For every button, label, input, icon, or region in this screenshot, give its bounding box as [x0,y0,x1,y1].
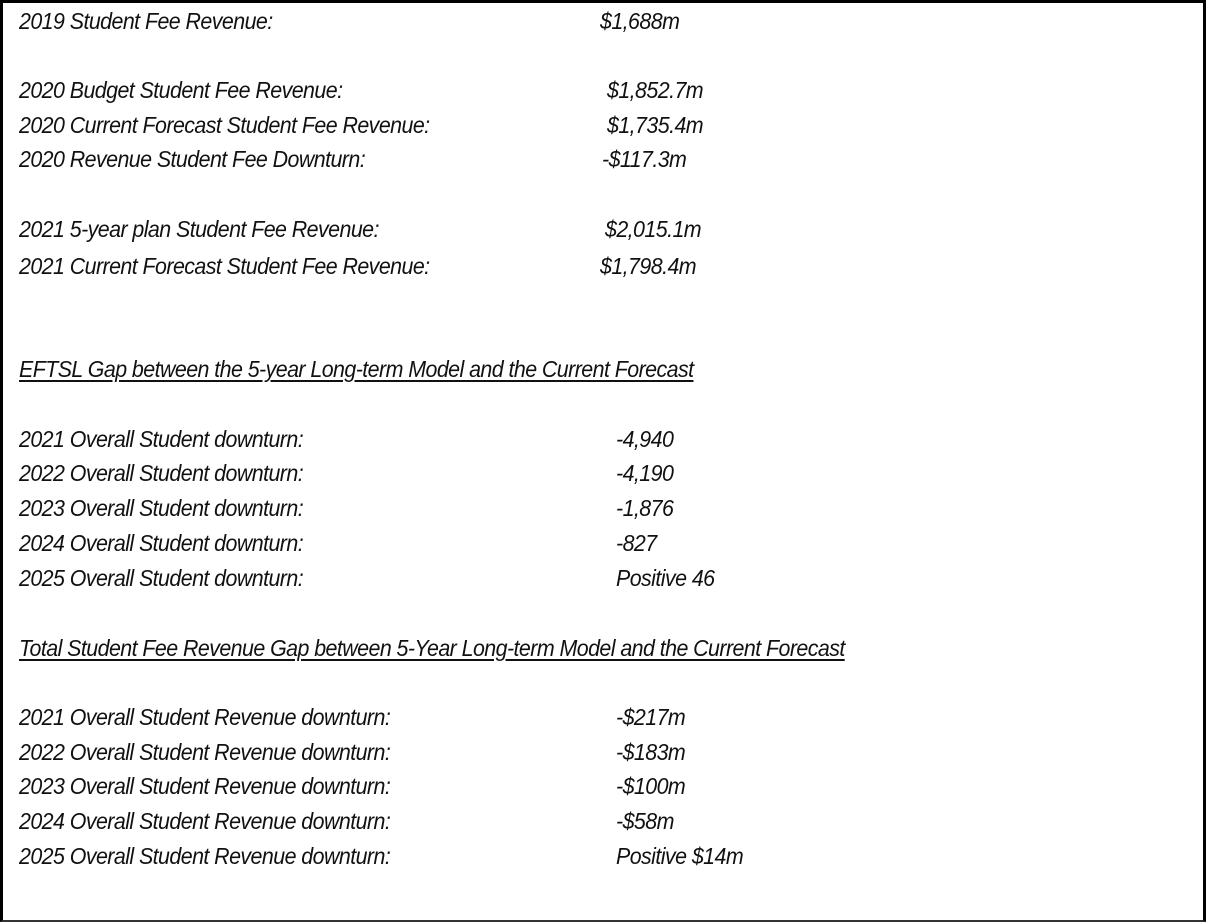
eftsl-row-value: -4,940 [616,426,674,452]
revenue-2021-forecast-value: $1,798.4m [600,253,697,279]
eftsl-row-value: Positive 46 [616,565,715,591]
revenue-2019-value: $1,688m [600,8,680,34]
revenue-gap-row-label: 2021 Overall Student Revenue downturn: [19,704,391,730]
eftsl-row-value: -4,190 [616,460,674,486]
revenue-2020-budget-value: $1,852.7m [607,77,704,103]
eftsl-row-label: 2021 Overall Student downturn: [19,426,304,452]
revenue-2020-budget-label: 2020 Budget Student Fee Revenue: [19,77,343,103]
revenue-2020-downturn-label: 2020 Revenue Student Fee Downturn: [19,146,366,172]
revenue-2020-downturn-value: -$117.3m [602,146,687,172]
revenue-gap-row-label: 2022 Overall Student Revenue downturn: [19,739,391,765]
eftsl-row-label: 2023 Overall Student downturn: [19,495,304,521]
revenue-2021-forecast-label: 2021 Current Forecast Student Fee Revenue: [19,253,430,279]
revenue-gap-row-label: 2024 Overall Student Revenue downturn: [19,808,391,834]
revenue-2019-label: 2019 Student Fee Revenue: [19,8,273,34]
eftsl-gap-heading: EFTSL Gap between the 5-year Long-term Model and the Current Forecast [19,356,694,382]
revenue-gap-row-value: -$58m [616,808,674,834]
eftsl-row-label: 2022 Overall Student downturn: [19,460,304,486]
revenue-gap-row-label: 2025 Overall Student Revenue downturn: [19,843,391,869]
eftsl-row-value: -1,876 [616,495,674,521]
revenue-2020-forecast-value: $1,735.4m [607,112,704,138]
revenue-2020-forecast-label: 2020 Current Forecast Student Fee Revenue: [19,112,430,138]
eftsl-row-label: 2025 Overall Student downturn: [19,565,304,591]
revenue-gap-row-value: Positive $14m [616,843,744,869]
revenue-gap-heading: Total Student Fee Revenue Gap between 5-Year Long-term Model and the Current Forecast [19,635,845,661]
eftsl-row-label: 2024 Overall Student downturn: [19,530,304,556]
eftsl-row-value: -827 [616,530,657,556]
revenue-gap-row-value: -$217m [616,704,686,730]
revenue-gap-row-label: 2023 Overall Student Revenue downturn: [19,773,391,799]
revenue-gap-row-value: -$183m [616,739,686,765]
revenue-2021-plan-label: 2021 5-year plan Student Fee Revenue: [19,216,379,242]
revenue-gap-row-value: -$100m [616,773,686,799]
revenue-2021-plan-value: $2,015.1m [605,216,702,242]
